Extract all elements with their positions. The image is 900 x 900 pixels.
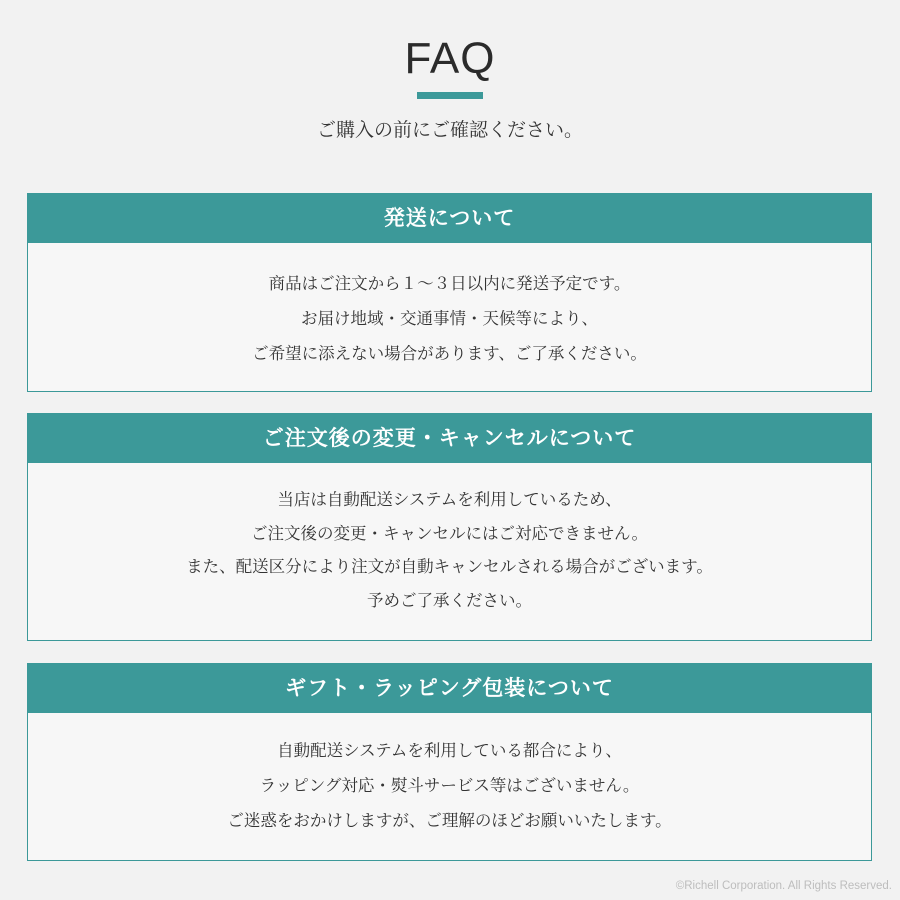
faq-body-line: ご注文後の変更・キャンセルにはご対応できません。 bbox=[251, 523, 648, 543]
faq-body-line: ラッピング対応・熨斗サービス等はございません。 bbox=[259, 776, 640, 795]
faq-body-line: 自動配送システムを利用している都合により、 bbox=[277, 741, 622, 760]
page-title: FAQ bbox=[404, 34, 496, 83]
page-subtitle: ご購入の前にご確認ください。 bbox=[316, 119, 583, 141]
faq-body-line: また、配送区分により注文が自動キャンセルされる場合がございます。 bbox=[186, 557, 713, 576]
faq-body-line: ご迷惑をおかけしますが、ご理解のほどお願いいたします。 bbox=[227, 811, 672, 830]
faq-card-heading: 発送について bbox=[27, 193, 872, 243]
copyright-notice: ©Richell Corporation. All Rights Reserved. bbox=[675, 880, 892, 892]
faq-card-body bbox=[27, 713, 872, 861]
faq-card-order-changes bbox=[27, 413, 872, 641]
faq-body-line: お届け地域・交通事情・天候等により、 bbox=[301, 309, 598, 328]
faq-card-body bbox=[27, 463, 872, 641]
faq-card-heading: ギフト・ラッピング包装について bbox=[27, 663, 872, 713]
faq-body-line: 商品はご注文から１～３日以内に発送予定です。 bbox=[268, 274, 631, 293]
faq-body-line: 予めご了承ください。 bbox=[367, 590, 532, 610]
faq-card-gift-wrapping bbox=[27, 663, 872, 861]
faq-body-line: ご希望に添えない場合があります、ご了承ください。 bbox=[252, 344, 647, 363]
faq-card-body bbox=[27, 243, 872, 392]
title-underline bbox=[417, 92, 483, 99]
faq-card-shipping bbox=[27, 193, 872, 392]
faq-card-heading: ご注文後の変更・キャンセルについて bbox=[27, 413, 872, 463]
faq-body-line: 当店は自動配送システムを利用しているため、 bbox=[277, 490, 622, 509]
